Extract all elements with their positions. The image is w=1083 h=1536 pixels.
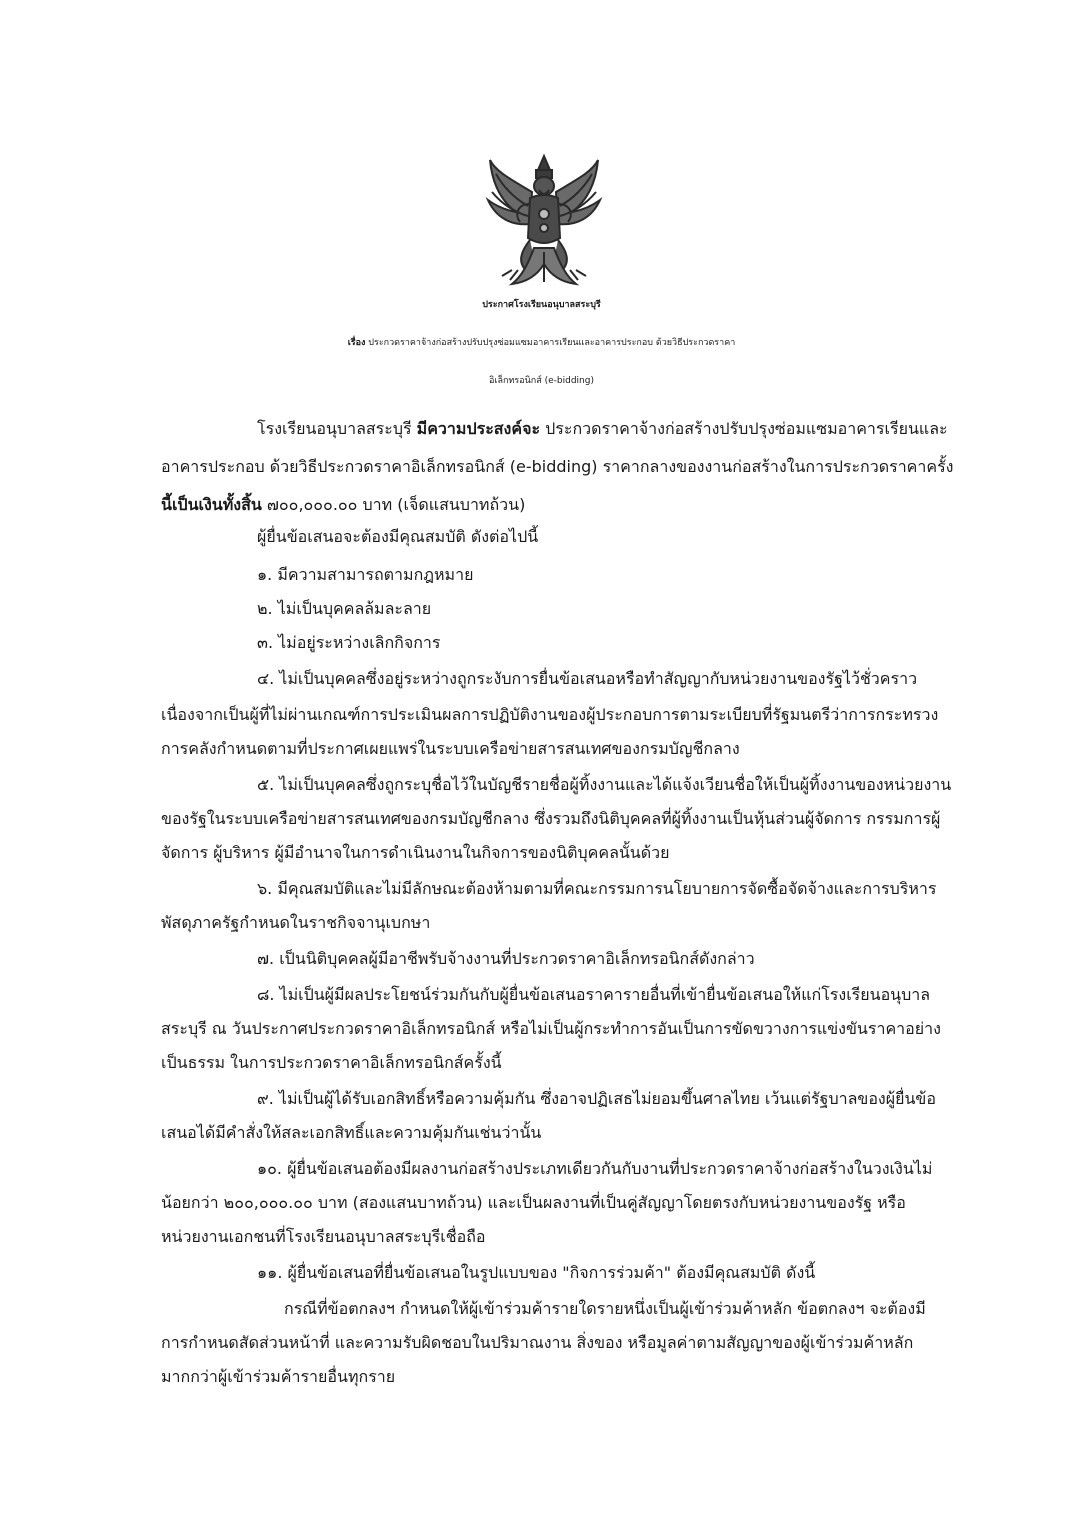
qualification-1: ๑. มีความสามารถตามกฎหมาย [257,565,474,584]
qualification-5-line-3: จัดการ ผู้บริหาร ผู้มีอำนาจในการดำเนินงานในกิจการของนิติบุคคลนั้นด้วย [161,843,670,862]
intro-school: โรงเรียนอนุบาลสระบุรี [257,419,412,438]
qualification-11a-line-1: กรณีที่ข้อตกลงฯ กำหนดให้ผู้เข้าร่วมค้ารายใดรายหนึ่งเป็นผู้เข้าร่วมค้าหลัก ข้อตกลงฯ จะต้องมี [284,1299,926,1318]
qualification-4-line-2: เนื่องจากเป็นผู้ที่ไม่ผ่านเกณฑ์การประเมินผลการปฏิบัติงานของผู้ประกอบการตามระเบียบที่รัฐมนตรีว่าการกระทรวง [161,705,939,724]
subject-line-1 [0,332,1083,354]
garuda-emblem [482,152,606,290]
qualification-9-line-1: ๙. ไม่เป็นผู้ได้รับเอกสิทธิ์หรือความคุ้มกัน ซึ่งอาจปฏิเสธไม่ยอมขึ้นศาลไทย เว้นแต่รัฐบาลของผู้ยื่นข้อ [257,1089,936,1108]
subject-line-2: อิเล็กทรอนิกส์ (e-bidding) [489,376,594,386]
qualification-3: ๓. ไม่อยู่ระหว่างเลิกกิจการ [257,633,441,652]
qualification-9-line-2: เสนอได้มีคำสั่งให้สละเอกสิทธิ์และความคุ้มกันเช่นว่านั้น [161,1123,542,1142]
qualifications-heading: ผู้ยื่นข้อเสนอจะต้องมีคุณสมบัติ ดังต่อไปนี้ [257,527,539,546]
intro-line-3 [161,494,525,516]
intro-total-label: นี้เป็นเงินทั้งสิ้น [161,495,262,514]
qualification-8-line-1: ๘. ไม่เป็นผู้มีผลประโยชน์ร่วมกันกับผู้ยื่นข้อเสนอราคารายอื่นที่เข้ายื่นข้อเสนอให้แก่โรงเรียนอนุบาล [257,985,931,1004]
subject-text-1: ประกวดราคาจ้างก่อสร้างปรับปรุงซ่อมแซมอาคารเรียนและอาคารประกอบ ด้วยวิธีประกวดราคา [368,338,736,348]
qualification-10-line-3: หน่วยงานเอกชนที่โรงเรียนอนุบาลสระบุรีเชื่อถือ [161,1227,486,1246]
intro-line-1 [257,418,948,440]
qualification-4-line-3: การคลังกำหนดตามที่ประกาศเผยแพร่ในระบบเครือข่ายสารสนเทศของกรมบัญชีกลาง [161,739,740,758]
qualification-7: ๗. เป็นนิติบุคคลผู้มีอาชีพรับจ้างงานที่ประกวดราคาอิเล็กทรอนิกส์ดังกล่าว [257,949,755,968]
qualification-10-line-2: น้อยกว่า ๒๐๐,๐๐๐.๐๐ บาท (สองแสนบาทถ้วน) และเป็นผลงานที่เป็นคู่สัญญาโดยตรงกับหน่วยงานของรัฐ หรือ [161,1193,906,1212]
intro-line-1-rest: ประกวดราคาจ้างก่อสร้างปรับปรุงซ่อมแซมอาคารเรียนและ [545,419,948,438]
qualification-11a-line-3: มากกว่าผู้เข้าร่วมค้ารายอื่นทุกราย [161,1367,396,1386]
intro-line-2: อาคารประกอบ ด้วยวิธีประกวดราคาอิเล็กทรอนิกส์ (e-bidding) ราคากลางของงานก่อสร้างในการประกวดราคาครั้ง [161,457,954,476]
announcement-title: ประกาศโรงเรียนอนุบาลสระบุรี [482,300,601,310]
intro-intent: มีความประสงค์จะ [416,419,541,438]
qualification-11: ๑๑. ผู้ยื่นข้อเสนอที่ยื่นข้อเสนอในรูปแบบของ "กิจการร่วมค้า" ต้องมีคุณสมบัติ ดังนี้ [257,1263,816,1282]
qualification-6-line-1: ๖. มีคุณสมบัติและไม่มีลักษณะต้องห้ามตามที่คณะกรรมการนโยบายการจัดซื้อจัดจ้างและการบริหาร [257,879,937,898]
qualification-5-line-2: ของรัฐในระบบเครือข่ายสารสนเทศของกรมบัญชีกลาง ซึ่งรวมถึงนิติบุคคลที่ผู้ทิ้งงานเป็นหุ้นส่วนผู้จัดการ กรรมการผู้ [161,809,941,828]
qualification-5-line-1: ๕. ไม่เป็นบุคคลซึ่งถูกระบุชื่อไว้ในบัญชีรายชื่อผู้ทิ้งงานและได้แจ้งเวียนชื่อให้เป็นผู้ทิ้งงานของหน่วยงาน [257,775,952,794]
subject-label: เรื่อง [347,338,366,348]
qualification-8-line-2: สระบุรี ณ วันประกาศประกวดราคาอิเล็กทรอนิกส์ หรือไม่เป็นผู้กระทำการอันเป็นการขัดขวางการแข่งขันราคาอย่าง [161,1019,941,1038]
qualification-2: ๒. ไม่เป็นบุคคลล้มละลาย [257,599,432,618]
qualification-4-line-1: ๔. ไม่เป็นบุคคลซึ่งอยู่ระหว่างถูกระงับการยื่นข้อเสนอหรือทำสัญญากับหน่วยงานของรัฐไว้ชั่วคราว [257,669,918,688]
qualification-8-line-3: เป็นธรรม ในการประกวดราคาอิเล็กทรอนิกส์ครั้งนี้ [161,1053,502,1072]
qualification-11a-line-2: การกำหนดสัดส่วนหน้าที่ และความรับผิดชอบในปริมาณงาน สิ่งของ หรือมูลค่าตามสัญญาของผู้เข้าร่วมค้าหลัก [161,1333,914,1352]
qualification-6-line-2: พัสดุภาครัฐกำหนดในราชกิจจานุเบกษา [161,913,431,932]
qualification-10-line-1: ๑๐. ผู้ยื่นข้อเสนอต้องมีผลงานก่อสร้างประเภทเดียวกันกับงานที่ประกวดราคาจ้างก่อสร้างในวงเงินไม่ [257,1159,933,1178]
intro-total-amount: ๗๐๐,๐๐๐.๐๐ บาท (เจ็ดแสนบาทถ้วน) [266,495,526,514]
